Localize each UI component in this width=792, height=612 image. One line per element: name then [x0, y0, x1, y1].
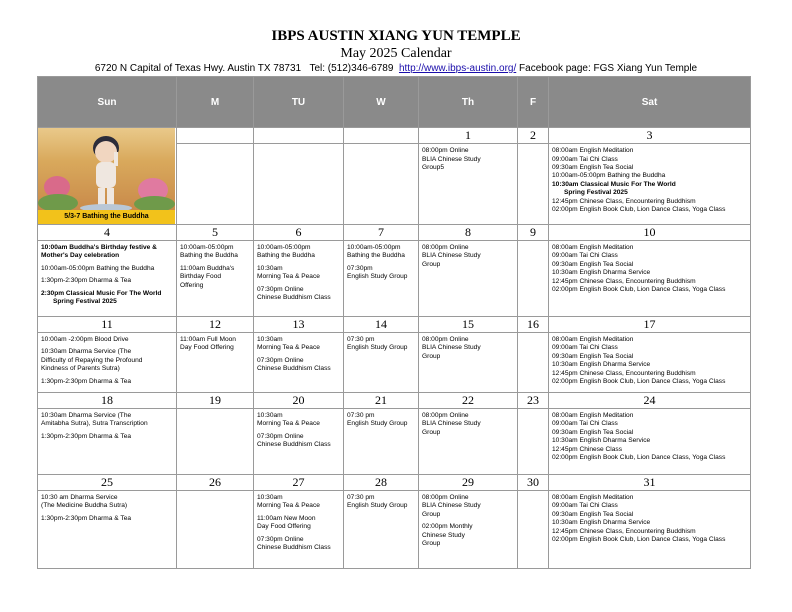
- events-cell: [344, 241, 419, 317]
- date-number: 31: [549, 475, 751, 491]
- date-number: 11: [38, 317, 177, 333]
- event-line: Offering: [180, 281, 204, 289]
- event-line: 10:30am English Dharma Service: [552, 519, 651, 527]
- event-line: 12:45pm Chinese Class, Encountering Buddhism: [552, 197, 696, 205]
- date-number: 25: [38, 475, 177, 491]
- event-line: BLIA Chinese Study: [422, 502, 481, 510]
- event-line: Group: [422, 428, 441, 436]
- event-line: Bathing the Buddha: [180, 252, 238, 260]
- events-cell: [419, 409, 518, 475]
- event-line: 09:30am English Tea Social: [552, 163, 634, 171]
- event-line: 11:00am Full Moon: [180, 336, 236, 343]
- event-line: Spring Festival 2025: [53, 298, 117, 306]
- facebook-text: Facebook page: FGS Xiang Yun Temple: [519, 63, 698, 74]
- date-number: 4: [38, 225, 177, 241]
- event-line: 07:30 pm: [347, 336, 375, 343]
- events-cell: [254, 333, 344, 393]
- day-header: Sun: [38, 77, 177, 128]
- event-line: 07:30pm: [347, 264, 373, 272]
- event-line: 10:00am-05:00pm: [257, 244, 311, 251]
- event-line: 1:30pm-2:30pm Dharma & Tea: [41, 377, 132, 385]
- date-number: 17: [549, 317, 751, 333]
- events-row: [38, 491, 751, 569]
- event-line: 12:45pm Chinese Class, Encountering Buddhism: [552, 277, 696, 285]
- date-row: [38, 225, 751, 241]
- day-header: F: [518, 77, 549, 128]
- date-cell: [254, 128, 344, 144]
- day-header: TU: [254, 77, 344, 128]
- event-line: 10:30am Classical Music For The World: [552, 180, 676, 188]
- event-line: 08:00pm Online: [422, 147, 469, 155]
- events-cell: [549, 144, 751, 225]
- event-line: 10:30am English Dharma Service: [552, 361, 651, 369]
- event-line: English Study Group: [347, 344, 408, 352]
- events-row: [38, 241, 751, 317]
- event-line: Chinese Buddhism Class: [257, 441, 331, 449]
- event-line: 09:30am English Tea Social: [552, 352, 634, 360]
- event-line: Group: [422, 510, 441, 518]
- events-cell: [419, 241, 518, 317]
- event-line: 08:00pm Online: [422, 494, 469, 501]
- event-line: Mother's Day celebration: [41, 252, 120, 260]
- event-line: 09:00am Tai Chi Class: [552, 502, 618, 510]
- date-number: 9: [518, 225, 549, 241]
- event-line: 2:30pm Classical Music For The World: [41, 289, 162, 297]
- event-line: BLIA Chinese Study: [422, 155, 481, 163]
- date-number: 6: [254, 225, 344, 241]
- calendar-subtitle: May 2025 Calendar: [340, 46, 452, 61]
- tel-text: Tel: (512)346-6789: [309, 63, 394, 74]
- date-row: [38, 475, 751, 491]
- events-cell: [177, 409, 254, 475]
- event-line: 1:30pm-2:30pm Dharma & Tea: [41, 514, 132, 522]
- event-line: 09:00am Tai Chi Class: [552, 344, 618, 352]
- events-cell: [254, 144, 344, 225]
- calendar-table: [37, 76, 751, 569]
- events-cell: [518, 409, 549, 475]
- events-cell: [254, 409, 344, 475]
- event-line: Difficulty of Repaying the Profound: [41, 356, 143, 364]
- event-line: English Study Group: [347, 420, 408, 428]
- events-cell: [38, 241, 177, 317]
- event-line: 07:30pm Online: [257, 432, 304, 440]
- date-number: 13: [254, 317, 344, 333]
- event-line: 10:00am Buddha's Birthday festive &: [41, 244, 157, 251]
- date-number: 10: [549, 225, 751, 241]
- event-line: 08:00pm Online: [422, 336, 469, 343]
- event-line: 12:45pm Chinese Class, Encountering Buddhism: [552, 527, 696, 535]
- contact-info: [0, 63, 792, 74]
- events-cell: [344, 409, 419, 475]
- event-line: 02:00pm Monthly: [422, 523, 473, 531]
- event-line: BLIA Chinese Study: [422, 344, 481, 352]
- event-line: 02:00pm English Book Club, Lion Dance Class, Yoga Class: [552, 454, 726, 462]
- events-cell: [177, 241, 254, 317]
- events-cell: [419, 491, 518, 569]
- date-number: 23: [518, 393, 549, 409]
- event-line: 07:30pm Online: [257, 535, 304, 543]
- event-line: (The Medicine Buddha Sutra): [41, 502, 128, 510]
- event-line: Group: [422, 540, 441, 548]
- events-cell: [344, 333, 419, 393]
- event-line: Bathing the Buddha: [257, 252, 315, 260]
- events-cell: [518, 491, 549, 569]
- event-line: English Study Group: [347, 273, 408, 281]
- events-cell: [38, 491, 177, 569]
- event-line: 08:00am English Meditation: [552, 244, 634, 251]
- event-line: 10:30am Dharma Service (The: [41, 348, 132, 356]
- day-header: Sat: [549, 77, 751, 128]
- event-line: 09:30am English Tea Social: [552, 260, 634, 268]
- website-link[interactable]: http://www.ibps-austin.org/: [398, 63, 517, 74]
- event-line: 10:30am: [257, 264, 283, 272]
- bathing-buddha-photo: [38, 128, 175, 224]
- event-line: 10:00am-05:00pm Bathing the Buddha: [552, 172, 666, 180]
- date-number: 30: [518, 475, 549, 491]
- event-line: 10:30am English Dharma Service: [552, 269, 651, 277]
- event-line: Morning Tea & Peace: [257, 344, 320, 352]
- date-number: 19: [177, 393, 254, 409]
- event-line: Chinese Buddhism Class: [257, 365, 331, 373]
- event-line: 08:00am English Meditation: [552, 412, 634, 419]
- event-line: 02:00pm English Book Club, Lion Dance Class, Yoga Class: [552, 536, 726, 544]
- date-number: 5: [177, 225, 254, 241]
- event-line: 02:00pm English Book Club, Lion Dance Class, Yoga Class: [552, 286, 726, 294]
- event-line: 07:30pm Online: [257, 356, 304, 364]
- date-number: 2: [518, 128, 549, 144]
- date-number: 21: [344, 393, 419, 409]
- event-line: Chinese Buddhism Class: [257, 294, 331, 302]
- event-line: 09:30am English Tea Social: [552, 510, 634, 518]
- events-row: [38, 409, 751, 475]
- event-line: Day Food Offering: [257, 523, 311, 531]
- event-line: 08:00pm Online: [422, 412, 469, 419]
- event-line: 08:00am English Meditation: [552, 147, 634, 155]
- event-line: Spring Festival 2025: [564, 189, 628, 197]
- events-cell: [518, 333, 549, 393]
- event-line: Group: [422, 260, 441, 268]
- date-number: 16: [518, 317, 549, 333]
- event-line: Group5: [422, 163, 444, 171]
- date-number: 27: [254, 475, 344, 491]
- events-cell: [549, 241, 751, 317]
- events-cell: [177, 333, 254, 393]
- event-line: 08:00am English Meditation: [552, 336, 634, 343]
- event-line: 07:30pm Online: [257, 285, 304, 293]
- event-line: 10:00am -2:00pm Blood Drive: [41, 336, 129, 343]
- event-line: Kindness of Parents Sutra): [41, 365, 120, 373]
- date-row: [38, 317, 751, 333]
- event-line: BLIA Chinese Study: [422, 252, 481, 260]
- events-cell: [254, 491, 344, 569]
- event-line: Amitabha Sutra), Sutra Transcription: [41, 420, 148, 428]
- events-cell: [254, 241, 344, 317]
- events-cell: [518, 144, 549, 225]
- date-number: 15: [419, 317, 518, 333]
- event-line: 07:30 pm: [347, 494, 375, 501]
- event-line: 02:00pm English Book Club, Lion Dance Class, Yoga Class: [552, 206, 726, 213]
- date-number: 26: [177, 475, 254, 491]
- date-number: 14: [344, 317, 419, 333]
- event-line: Morning Tea & Peace: [257, 273, 320, 281]
- date-row: [38, 128, 751, 144]
- event-line: 10:30am: [257, 412, 283, 419]
- event-line: 02:00pm English Book Club, Lion Dance Class, Yoga Class: [552, 378, 726, 386]
- event-line: BLIA Chinese Study: [422, 420, 481, 428]
- events-row: [38, 333, 751, 393]
- photo-cell: [38, 128, 177, 225]
- date-cell: [177, 128, 254, 144]
- day-header-row: [38, 77, 751, 128]
- photo-caption: 5/3-7 Bathing the Buddha: [38, 210, 175, 224]
- event-line: 09:00am Tai Chi Class: [552, 420, 618, 428]
- event-line: 11:00am New Moon: [257, 514, 316, 522]
- event-line: 10:30am Dharma Service (The: [41, 412, 132, 419]
- page-title: IBPS AUSTIN XIANG YUN TEMPLE: [271, 28, 521, 44]
- event-line: 10:00am-05:00pm Bathing the Buddha: [41, 264, 155, 272]
- events-cell: [549, 491, 751, 569]
- event-line: Bathing the Buddha: [347, 252, 405, 260]
- day-header: Th: [419, 77, 518, 128]
- event-line: Morning Tea & Peace: [257, 420, 320, 428]
- date-row: [38, 393, 751, 409]
- event-line: 07:30 pm: [347, 412, 375, 419]
- date-cell: [344, 128, 419, 144]
- event-line: 12:45pm Chinese Class, Encountering Buddhism: [552, 369, 696, 377]
- event-line: Chinese Study: [422, 531, 465, 539]
- event-line: Day Food Offering: [180, 344, 234, 352]
- date-number: 28: [344, 475, 419, 491]
- date-number: 7: [344, 225, 419, 241]
- event-line: Birthday Food: [180, 273, 222, 281]
- baby-buddha-figure: [38, 128, 175, 210]
- date-number: 1: [419, 128, 518, 144]
- event-line: 1:30pm-2:30pm Dharma & Tea: [41, 277, 132, 285]
- event-line: 10:30am: [257, 494, 283, 501]
- date-number: 29: [419, 475, 518, 491]
- event-line: Morning Tea & Peace: [257, 502, 320, 510]
- date-number: 18: [38, 393, 177, 409]
- event-line: 11:00am Buddha's: [180, 264, 235, 272]
- event-line: Chinese Buddhism Class: [257, 544, 331, 552]
- events-cell: [549, 409, 751, 475]
- events-cell: [38, 333, 177, 393]
- day-header: W: [344, 77, 419, 128]
- date-number: 3: [549, 128, 751, 144]
- address-text: 6720 N Capital of Texas Hwy. Austin TX 78731: [94, 63, 302, 74]
- events-cell: [419, 333, 518, 393]
- event-line: 10:00am-05:00pm: [180, 244, 234, 251]
- event-line: 09:00am Tai Chi Class: [552, 252, 618, 260]
- event-line: 10:30am: [257, 336, 283, 343]
- event-line: 10:30 am Dharma Service: [41, 494, 118, 501]
- date-number: 20: [254, 393, 344, 409]
- date-number: 24: [549, 393, 751, 409]
- event-line: 1:30pm-2:30pm Dharma & Tea: [41, 432, 132, 440]
- events-cell: [518, 241, 549, 317]
- events-cell: [549, 333, 751, 393]
- events-cell: [419, 144, 518, 225]
- events-cell: [177, 491, 254, 569]
- date-number: 8: [419, 225, 518, 241]
- event-line: Group: [422, 352, 441, 360]
- event-line: 12:45pm Chinese Class: [552, 445, 623, 453]
- date-number: 12: [177, 317, 254, 333]
- event-line: 10:30am English Dharma Service: [552, 437, 651, 445]
- event-line: English Study Group: [347, 502, 408, 510]
- event-line: 10:00am-05:00pm: [347, 244, 401, 251]
- events-cell: [38, 409, 177, 475]
- events-cell: [344, 144, 419, 225]
- event-line: 09:30am English Tea Social: [552, 428, 634, 436]
- event-line: 08:00am English Meditation: [552, 494, 634, 501]
- events-cell: [344, 491, 419, 569]
- events-cell: [177, 144, 254, 225]
- date-number: 22: [419, 393, 518, 409]
- event-line: 08:00pm Online: [422, 244, 469, 251]
- event-line: 09:00am Tai Chi Class: [552, 155, 618, 163]
- day-header: M: [177, 77, 254, 128]
